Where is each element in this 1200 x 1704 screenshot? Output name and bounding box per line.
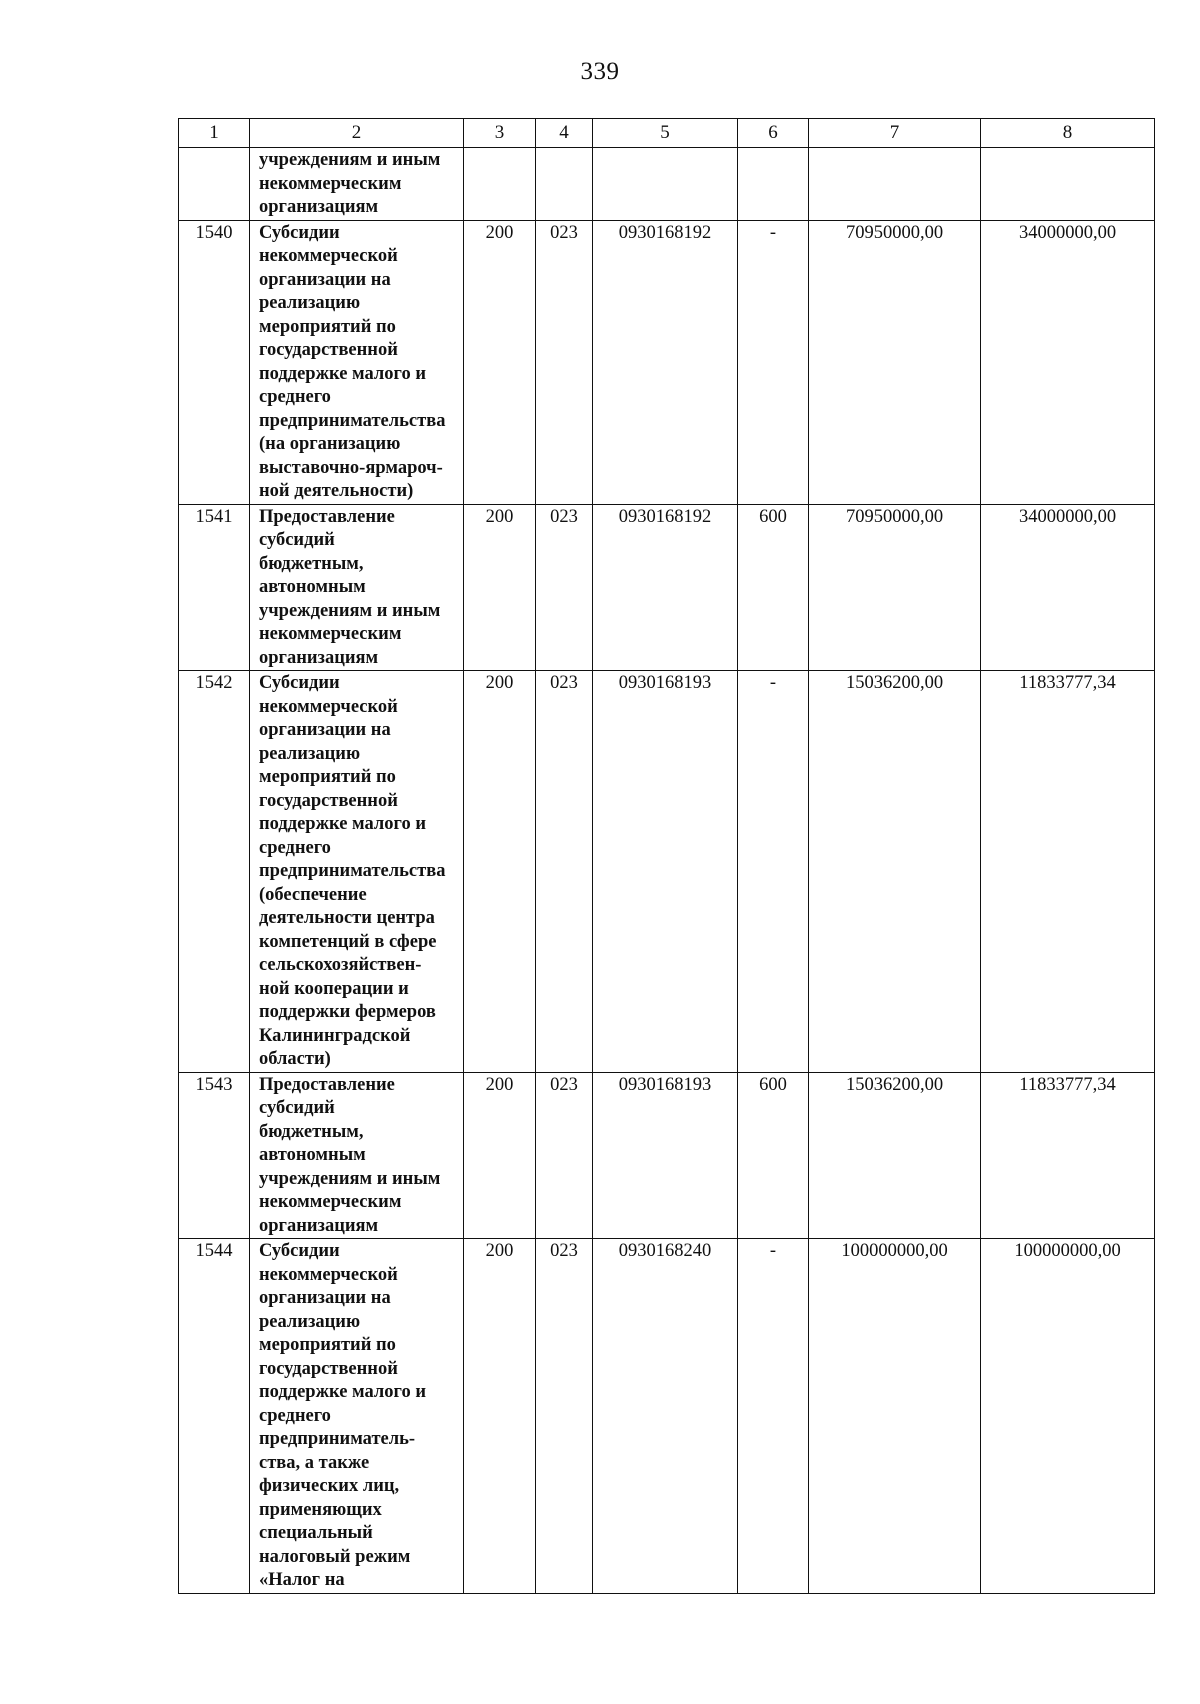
column-header: 5 [593,119,738,148]
col8-cell: 100000000,00 [981,1239,1155,1594]
col6-cell: - [738,1239,809,1594]
col7-cell: 70950000,00 [809,220,981,504]
column-header: 2 [250,119,464,148]
row-number-cell: 1540 [179,220,250,504]
row-number-cell: 1543 [179,1072,250,1239]
col7-cell [809,148,981,221]
col8-cell: 34000000,00 [981,220,1155,504]
page-number: 339 [580,58,620,85]
column-header: 3 [464,119,536,148]
col4-cell: 023 [536,671,593,1073]
table-row [179,504,1155,671]
col3-cell: 200 [464,220,536,504]
row-number-cell: 1542 [179,671,250,1073]
col4-cell: 023 [536,220,593,504]
col6-cell: 600 [738,1072,809,1239]
column-header: 7 [809,119,981,148]
col4-cell: 023 [536,504,593,671]
table-row [179,1072,1155,1239]
row-number-cell: 1541 [179,504,250,671]
row-name-cell: Предоставление субсидий бюджетным, автономным учреждениям и иным некоммерческим организациям [250,504,464,671]
col4-cell [536,148,593,221]
row-name-cell: Субсидии некоммерческой организации на реализацию мероприятий по государственной поддержке малого и среднего предприниматель- ства, а также физических лиц, применяющих специальный налоговый режим «Налог на [250,1239,464,1594]
col6-cell: - [738,671,809,1073]
col5-cell: 0930168192 [593,504,738,671]
col5-cell: 0930168193 [593,1072,738,1239]
col8-cell [981,148,1155,221]
header-row [179,119,1155,148]
col7-cell: 15036200,00 [809,671,981,1073]
col5-cell: 0930168192 [593,220,738,504]
row-name-cell: Субсидии некоммерческой организации на реализацию мероприятий по государственной поддержке малого и среднего предпринимательства (на организацию выставочно-ярмароч- ной деятельности) [250,220,464,504]
row-name-cell: Субсидии некоммерческой организации на реализацию мероприятий по государственной поддержке малого и среднего предпринимательства (обеспечение деятельности центра компетенций в сфере сельскохозяйствен- ной кооперации и поддержки фермеров Калининградской области) [250,671,464,1073]
column-header: 4 [536,119,593,148]
col3-cell: 200 [464,1072,536,1239]
budget-table [178,118,1155,1594]
column-header: 1 [179,119,250,148]
col3-cell: 200 [464,1239,536,1594]
col3-cell: 200 [464,671,536,1073]
col6-cell: - [738,220,809,504]
column-header: 8 [981,119,1155,148]
table-row [179,671,1155,1073]
col5-cell: 0930168193 [593,671,738,1073]
col7-cell: 100000000,00 [809,1239,981,1594]
col3-cell: 200 [464,504,536,671]
table-row-continuation [179,148,1155,221]
col7-cell: 70950000,00 [809,504,981,671]
table-row [179,220,1155,504]
col5-cell [593,148,738,221]
column-header: 6 [738,119,809,148]
col3-cell [464,148,536,221]
col7-cell: 15036200,00 [809,1072,981,1239]
row-number-cell: 1544 [179,1239,250,1594]
table-row [179,1239,1155,1594]
col4-cell: 023 [536,1239,593,1594]
col6-cell: 600 [738,504,809,671]
col8-cell: 11833777,34 [981,671,1155,1073]
col8-cell: 34000000,00 [981,504,1155,671]
col4-cell: 023 [536,1072,593,1239]
col5-cell: 0930168240 [593,1239,738,1594]
col8-cell: 11833777,34 [981,1072,1155,1239]
row-number-cell [179,148,250,221]
row-name-cell: учреждениям и иным некоммерческим организациям [250,148,464,221]
col6-cell [738,148,809,221]
row-name-cell: Предоставление субсидий бюджетным, автономным учреждениям и иным некоммерческим организациям [250,1072,464,1239]
